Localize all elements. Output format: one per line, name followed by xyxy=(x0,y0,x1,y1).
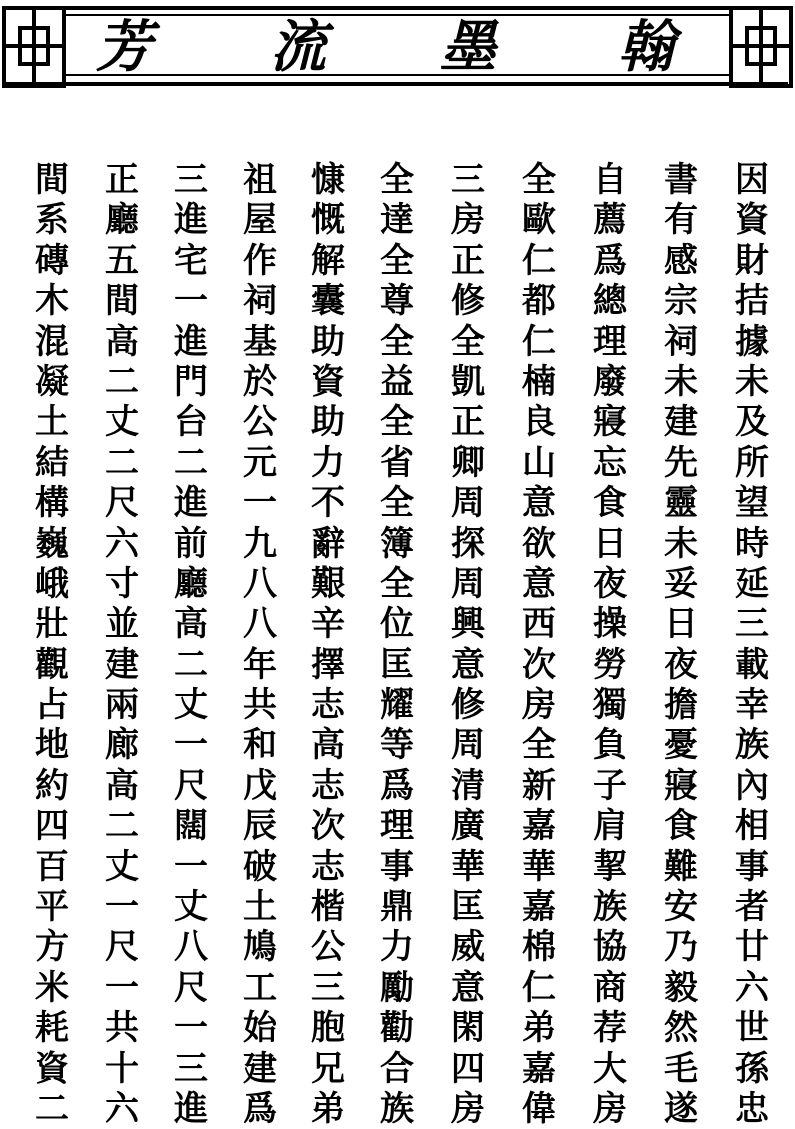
text-glyph: 弟 xyxy=(311,1088,345,1129)
text-glyph: 共 xyxy=(105,1008,139,1049)
text-glyph: 理 xyxy=(593,321,627,362)
text-glyph: 構 xyxy=(35,483,69,524)
text-glyph: 三 xyxy=(311,967,345,1008)
text-glyph: 威 xyxy=(451,927,485,968)
text-glyph: 破 xyxy=(243,846,277,887)
text-glyph: 嘉 xyxy=(522,887,556,928)
text-glyph: 據 xyxy=(735,321,769,362)
text-glyph: 助 xyxy=(311,321,345,362)
text-glyph: 高 xyxy=(174,604,208,645)
text-glyph: 一 xyxy=(105,887,139,928)
text-glyph: 次 xyxy=(522,644,556,685)
text-glyph: 難 xyxy=(664,846,698,887)
text-glyph: 高 xyxy=(105,765,139,806)
text-glyph: 毛 xyxy=(664,1048,698,1089)
text-glyph: 肩 xyxy=(593,806,627,847)
text-glyph: 忠 xyxy=(735,1088,769,1129)
text-glyph: 仁 xyxy=(522,321,556,362)
text-glyph: 閑 xyxy=(451,1008,485,1049)
text-glyph: 約 xyxy=(35,765,69,806)
text-glyph: 弟 xyxy=(522,1008,556,1049)
inscription-body xyxy=(0,160,795,1129)
text-glyph: 匡 xyxy=(380,644,414,685)
text-glyph: 資 xyxy=(35,1048,69,1089)
text-glyph: 修 xyxy=(451,281,485,322)
text-glyph: 尺 xyxy=(105,483,139,524)
text-glyph: 位 xyxy=(380,604,414,645)
text-glyph: 總 xyxy=(593,281,627,322)
text-glyph: 四 xyxy=(35,806,69,847)
text-glyph: 時 xyxy=(735,523,769,564)
text-glyph: 鼎 xyxy=(380,887,414,928)
text-glyph: 先 xyxy=(664,442,698,483)
text-glyph: 全 xyxy=(380,321,414,362)
text-glyph: 者 xyxy=(735,887,769,928)
text-glyph: 族 xyxy=(593,887,627,928)
text-glyph: 寸 xyxy=(105,563,139,604)
text-column-2 xyxy=(659,160,703,1129)
text-glyph: 安 xyxy=(664,887,698,928)
text-glyph: 夜 xyxy=(664,644,698,685)
text-glyph: 未 xyxy=(735,361,769,402)
text-glyph: 八 xyxy=(174,927,208,968)
text-glyph: 二 xyxy=(35,1088,69,1129)
text-glyph: 力 xyxy=(311,442,345,483)
text-glyph: 世 xyxy=(735,1008,769,1049)
text-glyph: 理 xyxy=(380,806,414,847)
text-glyph: 有 xyxy=(664,200,698,241)
text-glyph: 助 xyxy=(311,402,345,443)
text-glyph: 祠 xyxy=(664,321,698,362)
text-glyph: 操 xyxy=(593,604,627,645)
text-glyph: 五 xyxy=(105,240,139,281)
text-glyph: 壯 xyxy=(35,604,69,645)
text-glyph: 挈 xyxy=(593,846,627,887)
text-glyph: 屋 xyxy=(243,200,277,241)
text-glyph: 正 xyxy=(451,402,485,443)
text-glyph: 志 xyxy=(311,765,345,806)
text-glyph: 日 xyxy=(593,523,627,564)
text-glyph: 資 xyxy=(311,361,345,402)
text-glyph: 三 xyxy=(735,604,769,645)
text-glyph: 爲 xyxy=(243,1088,277,1129)
text-glyph: 地 xyxy=(35,725,69,766)
text-glyph: 幸 xyxy=(735,685,769,726)
text-glyph: 欲 xyxy=(522,523,556,564)
text-glyph: 六 xyxy=(735,967,769,1008)
text-glyph: 建 xyxy=(664,402,698,443)
text-glyph: 二 xyxy=(105,806,139,847)
text-glyph: 丈 xyxy=(105,402,139,443)
text-glyph: 工 xyxy=(243,967,277,1008)
text-glyph: 楠 xyxy=(522,361,556,402)
text-glyph: 子 xyxy=(593,765,627,806)
text-glyph: 房 xyxy=(451,200,485,241)
text-glyph: 華 xyxy=(522,846,556,887)
text-glyph: 事 xyxy=(380,846,414,887)
text-glyph: 十 xyxy=(105,1048,139,1089)
text-glyph: 一 xyxy=(174,1008,208,1049)
text-glyph: 辭 xyxy=(311,523,345,564)
text-glyph: 公 xyxy=(243,402,277,443)
text-glyph: 慨 xyxy=(311,200,345,241)
text-glyph: 協 xyxy=(593,927,627,968)
text-glyph: 日 xyxy=(664,604,698,645)
text-glyph: 土 xyxy=(35,402,69,443)
text-glyph: 勵 xyxy=(380,967,414,1008)
text-glyph: 薦 xyxy=(593,200,627,241)
text-glyph: 棉 xyxy=(522,927,556,968)
text-glyph: 六 xyxy=(105,1088,139,1129)
text-glyph: 勸 xyxy=(380,1008,414,1049)
text-glyph: 歐 xyxy=(522,200,556,241)
text-glyph: 方 xyxy=(35,927,69,968)
text-glyph: 鳩 xyxy=(243,927,277,968)
text-glyph: 望 xyxy=(735,483,769,524)
text-glyph: 三 xyxy=(451,160,485,200)
text-glyph: 平 xyxy=(35,887,69,928)
text-glyph: 楷 xyxy=(311,887,345,928)
text-glyph: 意 xyxy=(522,563,556,604)
text-glyph: 嘉 xyxy=(522,806,556,847)
text-glyph: 相 xyxy=(735,806,769,847)
text-glyph: 意 xyxy=(451,644,485,685)
text-column-6 xyxy=(375,160,419,1129)
text-glyph: 族 xyxy=(735,725,769,766)
fret-ornament-left-icon xyxy=(0,0,70,92)
text-glyph: 廳 xyxy=(174,563,208,604)
text-glyph: 都 xyxy=(522,281,556,322)
text-glyph: 志 xyxy=(311,685,345,726)
text-glyph: 勞 xyxy=(593,644,627,685)
text-glyph: 意 xyxy=(451,967,485,1008)
text-glyph: 良 xyxy=(522,402,556,443)
text-column-7 xyxy=(306,160,350,1129)
text-glyph: 尺 xyxy=(174,765,208,806)
text-glyph: 元 xyxy=(243,442,277,483)
text-glyph: 興 xyxy=(451,604,485,645)
text-glyph: 建 xyxy=(105,644,139,685)
text-glyph: 占 xyxy=(35,685,69,726)
text-glyph: 二 xyxy=(105,361,139,402)
text-glyph: 台 xyxy=(174,402,208,443)
text-glyph: 一 xyxy=(174,846,208,887)
text-glyph: 修 xyxy=(451,685,485,726)
text-glyph: 尺 xyxy=(174,967,208,1008)
text-glyph: 磚 xyxy=(35,240,69,281)
text-glyph: 卿 xyxy=(451,442,485,483)
text-glyph: 廊 xyxy=(105,725,139,766)
text-glyph: 仁 xyxy=(522,967,556,1008)
text-glyph: 辛 xyxy=(311,604,345,645)
text-glyph: 四 xyxy=(451,1048,485,1089)
text-glyph: 三 xyxy=(174,1048,208,1089)
text-glyph: 九 xyxy=(243,523,277,564)
text-glyph: 凝 xyxy=(35,361,69,402)
text-glyph: 丈 xyxy=(105,846,139,887)
text-glyph: 房 xyxy=(522,685,556,726)
text-glyph: 耀 xyxy=(380,685,414,726)
text-glyph: 載 xyxy=(735,644,769,685)
text-glyph: 巍 xyxy=(35,523,69,564)
text-glyph: 爲 xyxy=(593,240,627,281)
text-glyph: 全 xyxy=(380,402,414,443)
text-glyph: 宅 xyxy=(174,240,208,281)
text-glyph: 兄 xyxy=(311,1048,345,1089)
text-glyph: 周 xyxy=(451,483,485,524)
text-glyph: 房 xyxy=(593,1088,627,1129)
text-glyph: 混 xyxy=(35,321,69,362)
text-glyph: 廿 xyxy=(735,927,769,968)
text-column-4 xyxy=(517,160,561,1129)
fret-ornament-right-icon xyxy=(725,0,795,92)
text-glyph: 省 xyxy=(380,442,414,483)
text-glyph: 周 xyxy=(451,563,485,604)
text-glyph: 擇 xyxy=(311,644,345,685)
text-glyph: 公 xyxy=(311,927,345,968)
text-glyph: 八 xyxy=(243,563,277,604)
title-char-4: 翰 xyxy=(618,14,674,80)
text-glyph: 拮 xyxy=(735,281,769,322)
text-glyph: 所 xyxy=(735,442,769,483)
text-glyph: 共 xyxy=(243,685,277,726)
text-glyph: 意 xyxy=(522,483,556,524)
text-glyph: 兩 xyxy=(105,685,139,726)
text-glyph: 及 xyxy=(735,402,769,443)
text-column-11 xyxy=(30,160,74,1129)
text-glyph: 資 xyxy=(735,200,769,241)
text-glyph: 百 xyxy=(35,846,69,887)
text-glyph: 觀 xyxy=(35,644,69,685)
text-glyph: 獨 xyxy=(593,685,627,726)
text-glyph: 因 xyxy=(735,160,769,200)
text-glyph: 尊 xyxy=(380,281,414,322)
text-column-8 xyxy=(238,160,282,1129)
text-glyph: 基 xyxy=(243,321,277,362)
text-glyph: 作 xyxy=(243,240,277,281)
text-glyph: 毅 xyxy=(664,967,698,1008)
text-glyph: 房 xyxy=(451,1088,485,1129)
text-glyph: 於 xyxy=(243,361,277,402)
text-glyph: 清 xyxy=(451,765,485,806)
text-glyph: 解 xyxy=(311,240,345,281)
text-glyph: 一 xyxy=(174,281,208,322)
text-glyph: 全 xyxy=(522,725,556,766)
text-glyph: 廣 xyxy=(451,806,485,847)
text-glyph: 遂 xyxy=(664,1088,698,1129)
text-glyph: 乃 xyxy=(664,927,698,968)
text-glyph: 達 xyxy=(380,200,414,241)
text-glyph: 爲 xyxy=(380,765,414,806)
text-glyph: 然 xyxy=(664,1008,698,1049)
text-glyph: 全 xyxy=(380,483,414,524)
text-glyph: 周 xyxy=(451,725,485,766)
text-glyph: 華 xyxy=(451,846,485,887)
text-glyph: 辰 xyxy=(243,806,277,847)
text-glyph: 凱 xyxy=(451,361,485,402)
text-glyph: 合 xyxy=(380,1048,414,1089)
text-glyph: 和 xyxy=(243,725,277,766)
text-glyph: 正 xyxy=(451,240,485,281)
text-glyph: 內 xyxy=(735,765,769,806)
text-glyph: 食 xyxy=(664,806,698,847)
text-glyph: 八 xyxy=(243,604,277,645)
text-glyph: 六 xyxy=(105,523,139,564)
text-glyph: 財 xyxy=(735,240,769,281)
text-glyph: 一 xyxy=(105,967,139,1008)
text-glyph: 憂 xyxy=(664,725,698,766)
text-glyph: 進 xyxy=(174,321,208,362)
text-glyph: 二 xyxy=(174,442,208,483)
text-glyph: 忘 xyxy=(593,442,627,483)
text-glyph: 荐 xyxy=(593,1008,627,1049)
text-glyph: 尺 xyxy=(105,927,139,968)
text-glyph: 未 xyxy=(664,361,698,402)
text-column-5 xyxy=(446,160,490,1129)
text-glyph: 益 xyxy=(380,361,414,402)
text-glyph: 間 xyxy=(35,160,69,200)
text-glyph: 書 xyxy=(664,160,698,200)
text-glyph: 力 xyxy=(380,927,414,968)
text-glyph: 囊 xyxy=(311,281,345,322)
text-glyph: 廢 xyxy=(593,361,627,402)
text-glyph: 正 xyxy=(105,160,139,200)
text-glyph: 土 xyxy=(243,887,277,928)
text-glyph: 宗 xyxy=(664,281,698,322)
text-column-1 xyxy=(730,160,774,1129)
title-char-1: 芳 xyxy=(96,14,152,80)
text-glyph: 寢 xyxy=(664,765,698,806)
text-glyph: 新 xyxy=(522,765,556,806)
text-glyph: 全 xyxy=(380,240,414,281)
text-glyph: 食 xyxy=(593,483,627,524)
text-column-3 xyxy=(588,160,632,1129)
text-glyph: 西 xyxy=(522,604,556,645)
text-glyph: 前 xyxy=(174,523,208,564)
text-glyph: 二 xyxy=(105,442,139,483)
text-glyph: 靈 xyxy=(664,483,698,524)
text-glyph: 艱 xyxy=(311,563,345,604)
text-glyph: 等 xyxy=(380,725,414,766)
text-glyph: 匡 xyxy=(451,887,485,928)
text-glyph: 志 xyxy=(311,846,345,887)
text-glyph: 高 xyxy=(311,725,345,766)
text-glyph: 丈 xyxy=(174,887,208,928)
text-glyph: 大 xyxy=(593,1048,627,1089)
title-banner xyxy=(0,0,795,92)
text-glyph: 事 xyxy=(735,846,769,887)
text-glyph: 木 xyxy=(35,281,69,322)
text-glyph: 進 xyxy=(174,1088,208,1129)
text-glyph: 慷 xyxy=(311,160,345,200)
text-glyph: 商 xyxy=(593,967,627,1008)
text-glyph: 偉 xyxy=(522,1088,556,1129)
text-glyph: 山 xyxy=(522,442,556,483)
text-glyph: 一 xyxy=(174,725,208,766)
text-glyph: 全 xyxy=(380,160,414,200)
text-glyph: 自 xyxy=(593,160,627,200)
text-glyph: 仁 xyxy=(522,240,556,281)
text-glyph: 次 xyxy=(311,806,345,847)
text-glyph: 進 xyxy=(174,483,208,524)
text-glyph: 耗 xyxy=(35,1008,69,1049)
text-glyph: 戊 xyxy=(243,765,277,806)
text-glyph: 廳 xyxy=(105,200,139,241)
text-glyph: 胞 xyxy=(311,1008,345,1049)
text-glyph: 負 xyxy=(593,725,627,766)
text-glyph: 寢 xyxy=(593,402,627,443)
text-glyph: 二 xyxy=(174,644,208,685)
text-glyph: 系 xyxy=(35,200,69,241)
text-glyph: 族 xyxy=(380,1088,414,1129)
text-glyph: 全 xyxy=(451,321,485,362)
text-glyph: 年 xyxy=(243,644,277,685)
text-glyph: 始 xyxy=(243,1008,277,1049)
text-glyph: 不 xyxy=(311,483,345,524)
text-glyph: 妥 xyxy=(664,563,698,604)
text-glyph: 進 xyxy=(174,200,208,241)
text-column-10 xyxy=(100,160,144,1129)
text-glyph: 闊 xyxy=(174,806,208,847)
text-glyph: 擔 xyxy=(664,685,698,726)
text-glyph: 全 xyxy=(522,160,556,200)
text-glyph: 丈 xyxy=(174,685,208,726)
text-glyph: 米 xyxy=(35,967,69,1008)
text-glyph: 全 xyxy=(380,563,414,604)
text-glyph: 高 xyxy=(105,321,139,362)
text-glyph: 探 xyxy=(451,523,485,564)
text-glyph: 建 xyxy=(243,1048,277,1089)
text-glyph: 祠 xyxy=(243,281,277,322)
text-glyph: 結 xyxy=(35,442,69,483)
text-glyph: 間 xyxy=(105,281,139,322)
text-glyph: 嘉 xyxy=(522,1048,556,1089)
text-glyph: 孫 xyxy=(735,1048,769,1089)
title-char-2: 流 xyxy=(270,14,326,80)
text-glyph: 未 xyxy=(664,523,698,564)
text-glyph: 一 xyxy=(243,483,277,524)
text-glyph: 延 xyxy=(735,563,769,604)
title-char-3: 墨 xyxy=(440,14,496,80)
text-glyph: 祖 xyxy=(243,160,277,200)
text-glyph: 三 xyxy=(174,160,208,200)
text-glyph: 夜 xyxy=(593,563,627,604)
text-glyph: 並 xyxy=(105,604,139,645)
text-glyph: 峨 xyxy=(35,563,69,604)
text-glyph: 簿 xyxy=(380,523,414,564)
text-column-9 xyxy=(169,160,213,1129)
text-glyph: 感 xyxy=(664,240,698,281)
text-glyph: 門 xyxy=(174,361,208,402)
